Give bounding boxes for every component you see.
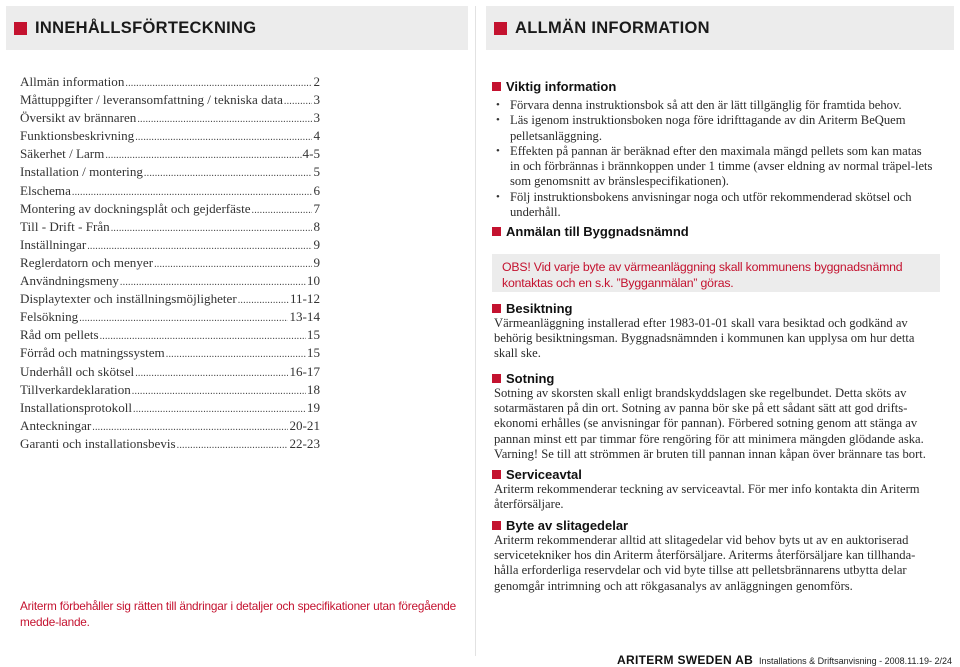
- toc-entry-title: Förråd och matningssystem: [20, 345, 165, 361]
- red-square-icon: [492, 374, 501, 383]
- toc-entry-title: Montering av dockningsplåt och gejderfäste: [20, 200, 251, 216]
- sotning-text: Sotning av skorsten skall enligt brandskyddslagen ske regelbundet. Detta sköts av sotarmästaren på din ort. Sotning av panna bör ske på ett sådant sätt att god drifts-ekonomi erhålles (se anvisningar för pannan). Förbered sotning genom att stänga av pannan minst ett par timmar före rengöring för att minimera mängden glödande aska. Varning! Se till att strömmen är bruten till pannan innan kåpan över brännare tas bort.: [494, 386, 926, 461]
- bullet-item: • Läs igenom instruktionsboken noga före idrifttagande av din Ariterm BeQuem pelletsanläggning.: [494, 113, 934, 144]
- toc-entry-page: 3: [313, 110, 320, 126]
- toc-entry-title: Säkerhet / Larm: [20, 146, 105, 162]
- toc-entry-title: Tillverkardeklaration: [20, 381, 131, 397]
- red-square-icon: [492, 82, 501, 91]
- toc-entry: [20, 164, 320, 182]
- toc-entry-title: Inställningar: [20, 236, 87, 252]
- toc-entry-title: Användningsmeny: [20, 273, 119, 289]
- toc-title: INNEHÅLLSFÖRTECKNING: [35, 18, 257, 37]
- toc-leader-dots: [284, 96, 313, 107]
- toc-entry-page: 3: [313, 92, 320, 108]
- toc-leader-dots: [154, 259, 312, 270]
- section-serviceavtal-heading: [492, 467, 582, 482]
- toc-leader-dots: [87, 241, 312, 252]
- toc-leader-dots: [166, 349, 306, 360]
- obs-notice: OBS! Vid varje byte av värmeanläggning skall kommunens byggnadsnämnd kontaktas och en s.k. ”Bygganmälan” göras.: [502, 260, 903, 290]
- toc-entry: [20, 237, 320, 255]
- toc-entry: [20, 183, 320, 201]
- toc-entry: [20, 345, 320, 363]
- toc-leader-dots: [177, 440, 289, 451]
- bullet-item: • Förvara denna instruktionsbok så att den är lätt tillgänglig för framtida behov.: [494, 98, 934, 113]
- toc-entry: [20, 255, 320, 273]
- toc-entry: [20, 364, 320, 382]
- toc-entry-page: 5: [313, 164, 320, 180]
- toc-entry-title: Översikt av brännaren: [20, 110, 137, 126]
- toc-entry-page: 19: [306, 399, 320, 415]
- viktig-bullet-list: [494, 98, 934, 220]
- toc-entry-page: 9: [313, 254, 320, 270]
- toc-entry-page: 8: [313, 218, 320, 234]
- toc-entry-page: 9: [313, 236, 320, 252]
- toc-leader-dots: [120, 277, 306, 288]
- section-title: Serviceavtal: [506, 467, 582, 482]
- toc-entry: [20, 291, 320, 309]
- red-square-icon: [492, 227, 501, 236]
- toc-leader-dots: [238, 295, 289, 306]
- toc-leader-dots: [252, 205, 313, 216]
- toc-entry-page: 15: [306, 345, 320, 361]
- toc-leader-dots: [105, 150, 301, 161]
- slitagedelar-text: Ariterm rekommenderar alltid att slitagedelar vid behov byts ut av en auktoriserad servicetekniker hos din Ariterm återförsäljare. Ariterms återförsäljare kan tillhanda-hålla erforderliga reservdelar och vid byte tillse att pelletsbrännarens utbytta delar genomgår intrimning och att rökgasanalys av anläggningen genomförs.: [494, 533, 916, 593]
- toc-entry-title: Måttuppgifter / leveransomfattning / tekniska data: [20, 92, 283, 108]
- footer-brand: ARITERM SWEDEN AB: [617, 653, 754, 667]
- toc-entry: [20, 400, 320, 418]
- general-info-header: [486, 6, 954, 50]
- section-title: Anmälan till Byggnadsnämnd: [506, 224, 689, 239]
- column-divider: [475, 6, 476, 656]
- toc-entry-title: Reglerdatorn och menyer: [20, 254, 154, 270]
- toc-leader-dots: [144, 168, 313, 179]
- toc-entry-page: 11-12: [289, 291, 320, 307]
- toc-entry: [20, 327, 320, 345]
- footer-doc-info: Installations & Driftsanvisning - 2008.11.19- 2/24: [759, 656, 952, 666]
- toc-entry-title: Installation / montering: [20, 164, 143, 180]
- toc-entry-page: 4: [313, 128, 320, 144]
- toc-leader-dots: [100, 331, 306, 342]
- toc-leader-dots: [92, 422, 288, 433]
- toc-entry-title: Elschema: [20, 182, 71, 198]
- toc-leader-dots: [125, 78, 312, 89]
- general-info-title: ALLMÄN INFORMATION: [515, 18, 710, 37]
- toc-entry: [20, 146, 320, 164]
- table-of-contents: [20, 74, 320, 454]
- toc-entry: [20, 201, 320, 219]
- toc-entry-title: Till - Drift - Från: [20, 218, 110, 234]
- disclaimer: Ariterm förbehåller sig rätten till ändringar i detaljer och specifikationer utan föregående medde-lande.: [20, 599, 457, 629]
- besiktning-text: Värmeanläggning installerad efter 1983-01-01 skall vara besiktad och godkänd av behörig besiktningsman. Byggnadsnämnden i kommunen kan upplysa om hur detta skall ske.: [494, 316, 915, 361]
- page-footer: [617, 653, 952, 667]
- toc-entry-page: 22-23: [289, 435, 320, 451]
- toc-entry: [20, 309, 320, 327]
- section-title: Byte av slitagedelar: [506, 518, 629, 533]
- section-besiktning-heading: [492, 301, 572, 316]
- red-square-icon: [492, 470, 501, 479]
- toc-entry: [20, 418, 320, 436]
- toc-entry-page: 18: [306, 381, 320, 397]
- section-title: Sotning: [506, 371, 555, 386]
- toc-entry-title: Felsökning: [20, 309, 79, 325]
- toc-leader-dots: [111, 223, 313, 234]
- toc-entry-page: 4-5: [302, 146, 320, 162]
- toc-entry-page: 16-17: [289, 363, 320, 379]
- toc-entry: [20, 436, 320, 454]
- toc-entry: [20, 128, 320, 146]
- section-anmalan-heading: [492, 224, 689, 239]
- toc-entry-title: Installationsprotokoll: [20, 399, 133, 415]
- toc-leader-dots: [137, 114, 312, 125]
- toc-entry-title: Allmän information: [20, 74, 125, 89]
- red-square-icon: [494, 22, 507, 35]
- toc-entry: [20, 219, 320, 237]
- toc-entry-page: 13-14: [289, 309, 320, 325]
- toc-entry-title: Displaytexter och inställningsmöjligheter: [20, 291, 237, 307]
- serviceavtal-text: Ariterm rekommenderar teckning av serviceavtal. För mer info kontakta din Ariterm återförsäljare.: [494, 482, 920, 512]
- toc-entry-title: Råd om pellets: [20, 327, 99, 343]
- section-viktig-heading: [492, 79, 616, 94]
- toc-leader-dots: [72, 187, 313, 198]
- toc-entry: [20, 382, 320, 400]
- toc-entry-page: 2: [313, 74, 320, 89]
- toc-leader-dots: [135, 368, 288, 379]
- toc-leader-dots: [132, 386, 306, 397]
- toc-leader-dots: [79, 313, 288, 324]
- bullet-item: • Effekten på pannan är beräknad efter den maximala mängd pellets som kan matas in och förbrännas i brännkoppen under 1 timme (avser eldning av normal träpel-lets som genomsnitt av bränslespecifikationen).: [494, 144, 934, 190]
- toc-entry: [20, 74, 320, 92]
- toc-leader-dots: [135, 132, 312, 143]
- toc-entry-page: 7: [313, 200, 320, 216]
- toc-entry-page: 15: [306, 327, 320, 343]
- toc-entry: [20, 110, 320, 128]
- toc-entry-page: 10: [306, 273, 320, 289]
- section-title: Viktig information: [506, 79, 617, 94]
- section-sotning-heading: [492, 371, 554, 386]
- toc-entry-page: 6: [313, 182, 320, 198]
- section-slitagedelar-heading: [492, 518, 628, 533]
- toc-header: [6, 6, 468, 50]
- toc-entry-title: Garanti och installationsbevis: [20, 435, 176, 451]
- section-title: Besiktning: [506, 301, 573, 316]
- red-square-icon: [492, 521, 501, 530]
- red-square-icon: [14, 22, 27, 35]
- red-square-icon: [492, 304, 501, 313]
- toc-leader-dots: [133, 404, 306, 415]
- toc-entry-title: Underhåll och skötsel: [20, 363, 135, 379]
- bullet-item: • Följ instruktionsbokens anvisningar noga och utför rekommenderad skötsel och underhåll.: [494, 190, 934, 221]
- toc-entry: [20, 92, 320, 110]
- toc-entry-title: Funktionsbeskrivning: [20, 128, 135, 144]
- toc-entry-page: 20-21: [289, 417, 320, 433]
- toc-entry: [20, 273, 320, 291]
- toc-entry-title: Anteckningar: [20, 417, 92, 433]
